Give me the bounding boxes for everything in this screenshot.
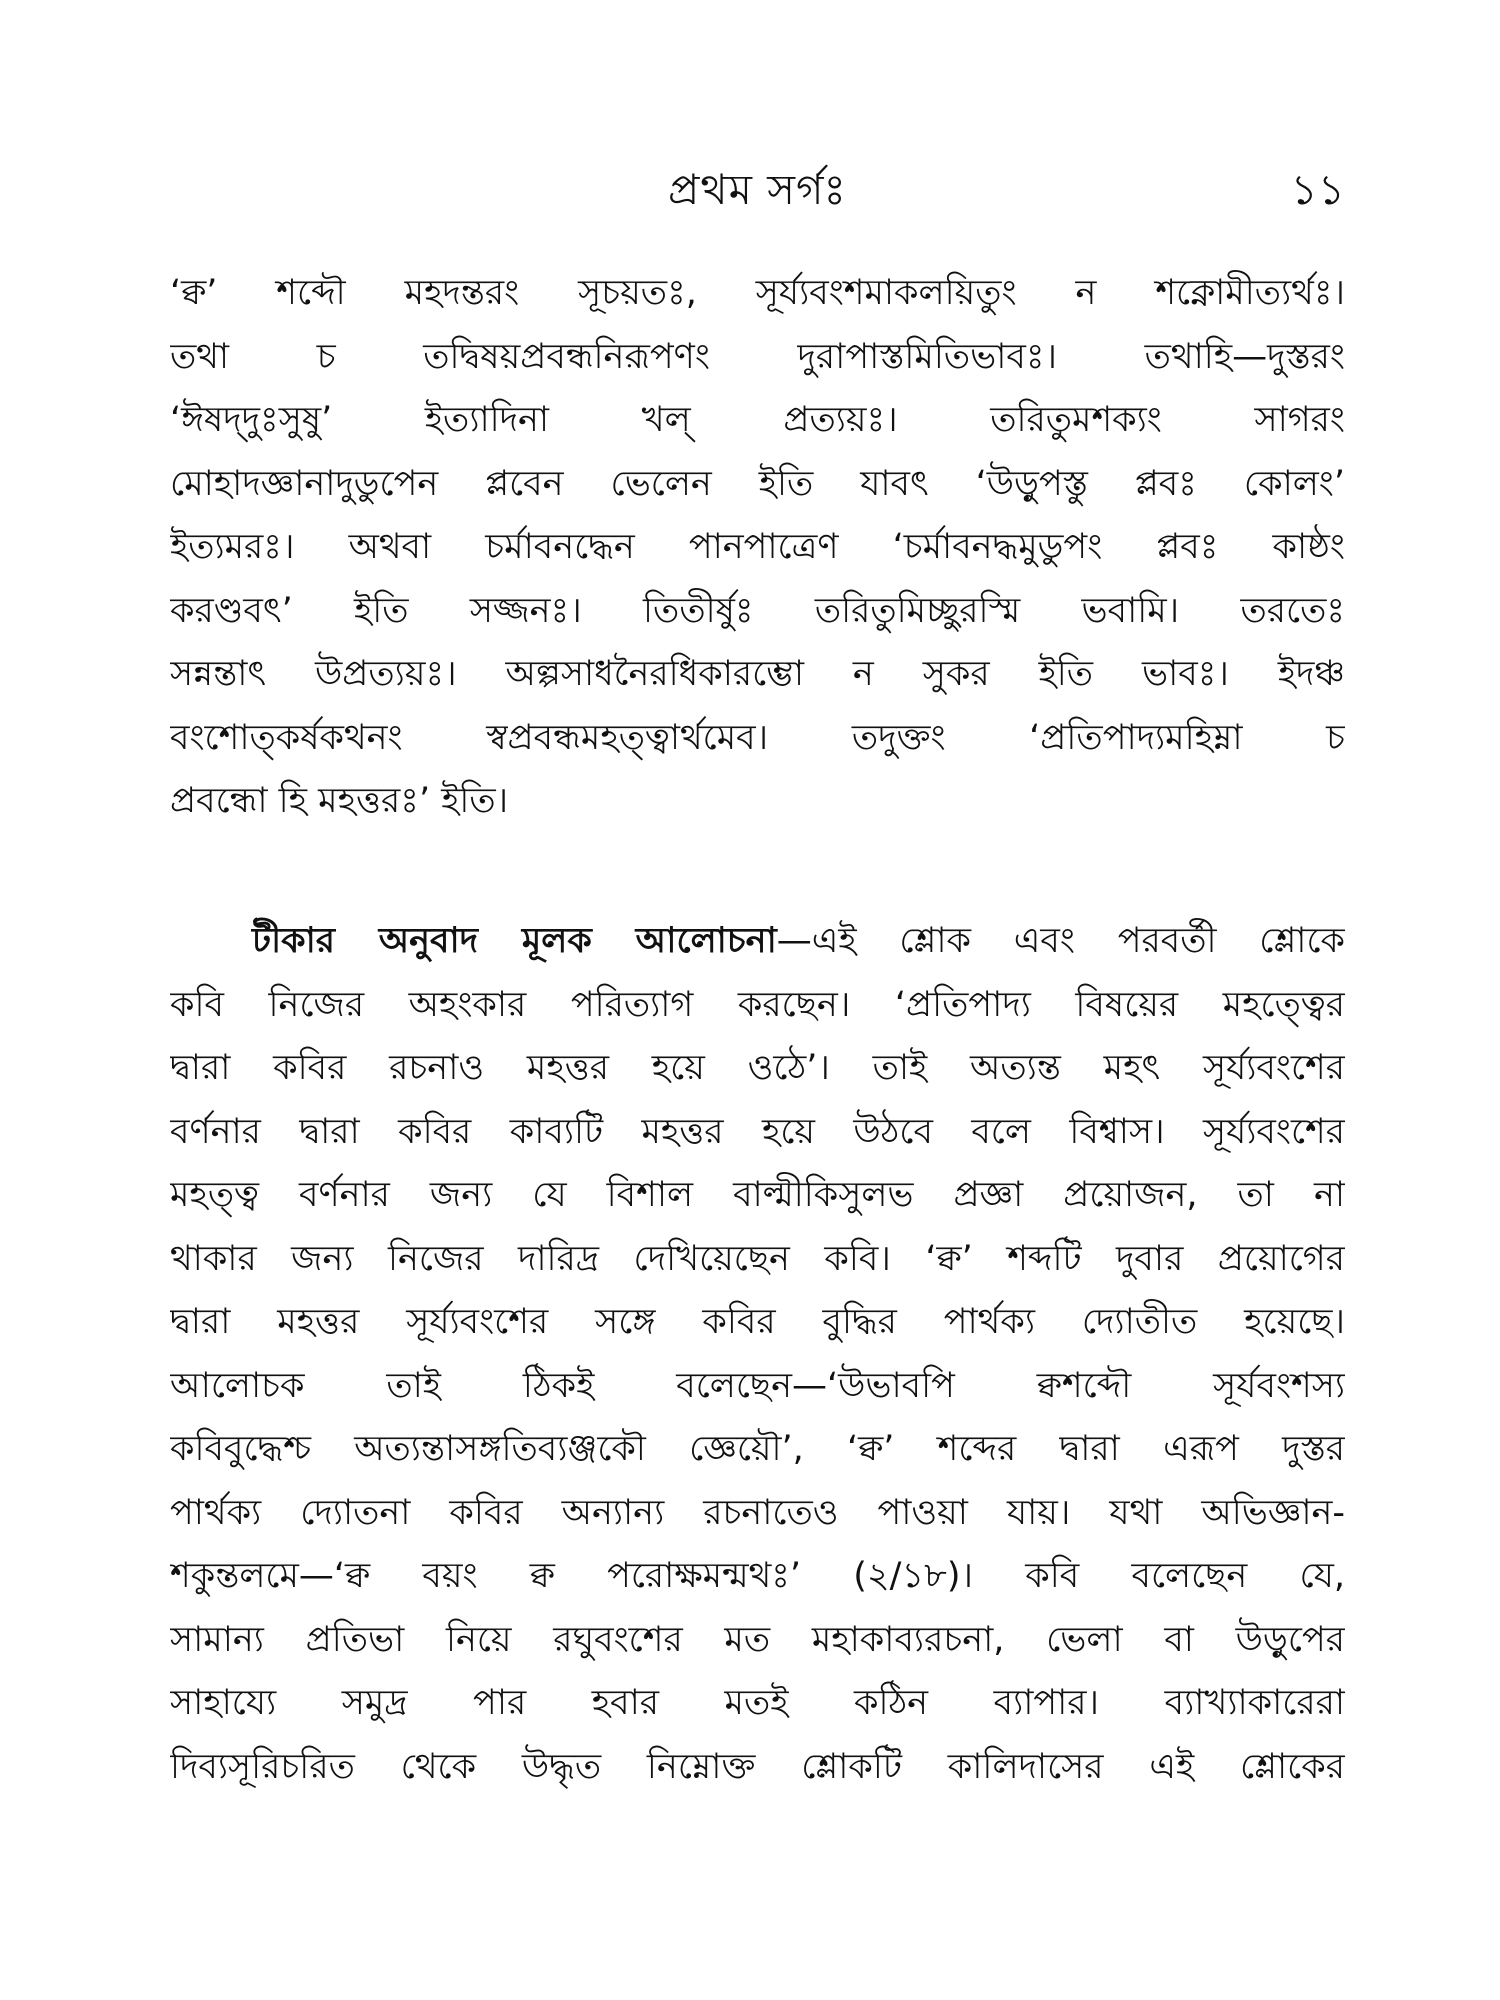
commentary-line: মোহাদজ্ঞানাদুডুপেন প্লবেন ভেলেন ইতি যাবৎ ‘উড়ুপস্তু প্লবঃ কোলং’ bbox=[170, 463, 1345, 504]
chapter-title: প্রথম সর্গঃ bbox=[668, 165, 847, 214]
sanskrit-commentary bbox=[170, 262, 1345, 834]
discussion-line: দ্বারা কবির রচনাও মহত্তর হয়ে ওঠে’। তাই অত্যন্ত মহৎ সূর্য্যবংশের bbox=[170, 1048, 1345, 1088]
commentary-line: তথা চ তদ্বিষয়প্রবন্ধনিরূপণং দুরাপাস্তমিতিভাবঃ। তথাহি—দুস্তরং bbox=[170, 336, 1345, 377]
page-header bbox=[170, 160, 1345, 220]
discussion-first-line bbox=[170, 910, 1345, 974]
discussion-line: দিব্যসূরিচরিত থেকে উদ্ধৃত নিম্নোক্ত শ্লোকটি কালিদাসের এই শ্লোকের bbox=[170, 1746, 1345, 1787]
discussion-heading: টীকার অনুবাদ মূলক আলোচনা bbox=[252, 921, 777, 961]
commentary-line: বংশোত্‌কর্ষকথনং স্বপ্রবন্ধমহত্ত্বার্থমেব। তদুক্তং ‘প্রতিপাদ্যমহিম্না চ bbox=[170, 717, 1345, 758]
discussion-line: শকুন্তলমে—‘ক্ব বয়ং ক্ব পরোক্ষমন্মথঃ’ (২/১৮)। কবি বলেছেন যে, bbox=[170, 1556, 1345, 1596]
commentary-line: করণ্ডবৎ’ ইতি সজ্জনঃ। তিতীর্ষুঃ তরিতুমিচ্ছুরস্মি ভবামি। তরতেঃ bbox=[170, 590, 1345, 631]
discussion-line: সামান্য প্রতিভা নিয়ে রঘুবংশের মত মহাকাব্যরচনা, ভেলা বা উড়ুপের bbox=[170, 1619, 1345, 1660]
discussion-line: সাহায্যে সমুদ্র পার হবার মতই কঠিন ব্যাপার। ব্যাখ্যাকারেরা bbox=[170, 1683, 1345, 1723]
commentary-line: প্রবন্ধো হি মহত্তরঃ’ ইতি। bbox=[170, 781, 509, 821]
discussion-line: আলোচক তাই ঠিকই বলেছেন—‘উভাবপি ক্বশব্দৌ সূর্যবংশস্য bbox=[170, 1365, 1345, 1406]
discussion-line: দ্বারা মহত্তর সূর্য্যবংশের সঙ্গে কবির বুদ্ধির পার্থক্য দ্যোতীত হয়েছে। bbox=[170, 1302, 1345, 1342]
commentary-line: ‘ঈষদ্‌দুঃসুষু’ ইত্যাদিনা খল্ প্রত্যয়ঃ। তরিতুমশক্যং সাগরং bbox=[170, 400, 1345, 440]
translation-discussion bbox=[170, 910, 1345, 1799]
discussion-line: বর্ণনার দ্বারা কবির কাব্যটি মহত্তর হয়ে উঠবে বলে বিশ্বাস। সূর্য্যবংশের bbox=[170, 1111, 1345, 1152]
discussion-line: মহত্ত্ব বর্ণনার জন্য যে বিশাল বাল্মীকিসুলভ প্রজ্ঞা প্রয়োজন, তা না bbox=[170, 1175, 1345, 1215]
page-number: ১১ bbox=[1290, 165, 1345, 214]
commentary-line: ‘ক্ব’ শব্দৌ মহদন্তরং সূচয়তঃ, সূর্য্যবংশমাকলয়িতুং ন শক্নোমীত্যর্থঃ। bbox=[170, 273, 1345, 313]
commentary-line: ইত্যমরঃ। অথবা চর্মাবনদ্ধেন পানপাত্রেণ ‘চর্মাবনদ্ধমুডুপং প্লবঃ কাষ্ঠং bbox=[170, 527, 1345, 567]
discussion-first-line-text: —এই শ্লোক এবং পরবর্তী শ্লোকে bbox=[776, 921, 1345, 961]
discussion-line: থাকার জন্য নিজের দারিদ্র দেখিয়েছেন কবি। ‘ক্ব’ শব্দটি দুবার প্রয়োগের bbox=[170, 1238, 1345, 1279]
discussion-line: কবিবুদ্ধেশ্চ অত্যন্তাসঙ্গতিব্যঞ্জকৌ জ্ঞেয়ৌ’, ‘ক্ব’ শব্দের দ্বারা এরূপ দুস্তর bbox=[170, 1429, 1345, 1469]
discussion-line: পার্থক্য দ্যোতনা কবির অন্যান্য রচনাতেও পাওয়া যায়। যথা অভিজ্ঞান- bbox=[170, 1492, 1345, 1533]
discussion-line: কবি নিজের অহংকার পরিত্যাগ করছেন। ‘প্রতিপাদ্য বিষয়ের মহত্ত্বের bbox=[170, 984, 1345, 1025]
commentary-line: সন্নন্তাৎ উপ্রত্যয়ঃ। অল্পসাধনৈরধিকারম্ভো ন সুকর ইতি ভাবঃ। ইদঞ্চ bbox=[170, 654, 1345, 694]
